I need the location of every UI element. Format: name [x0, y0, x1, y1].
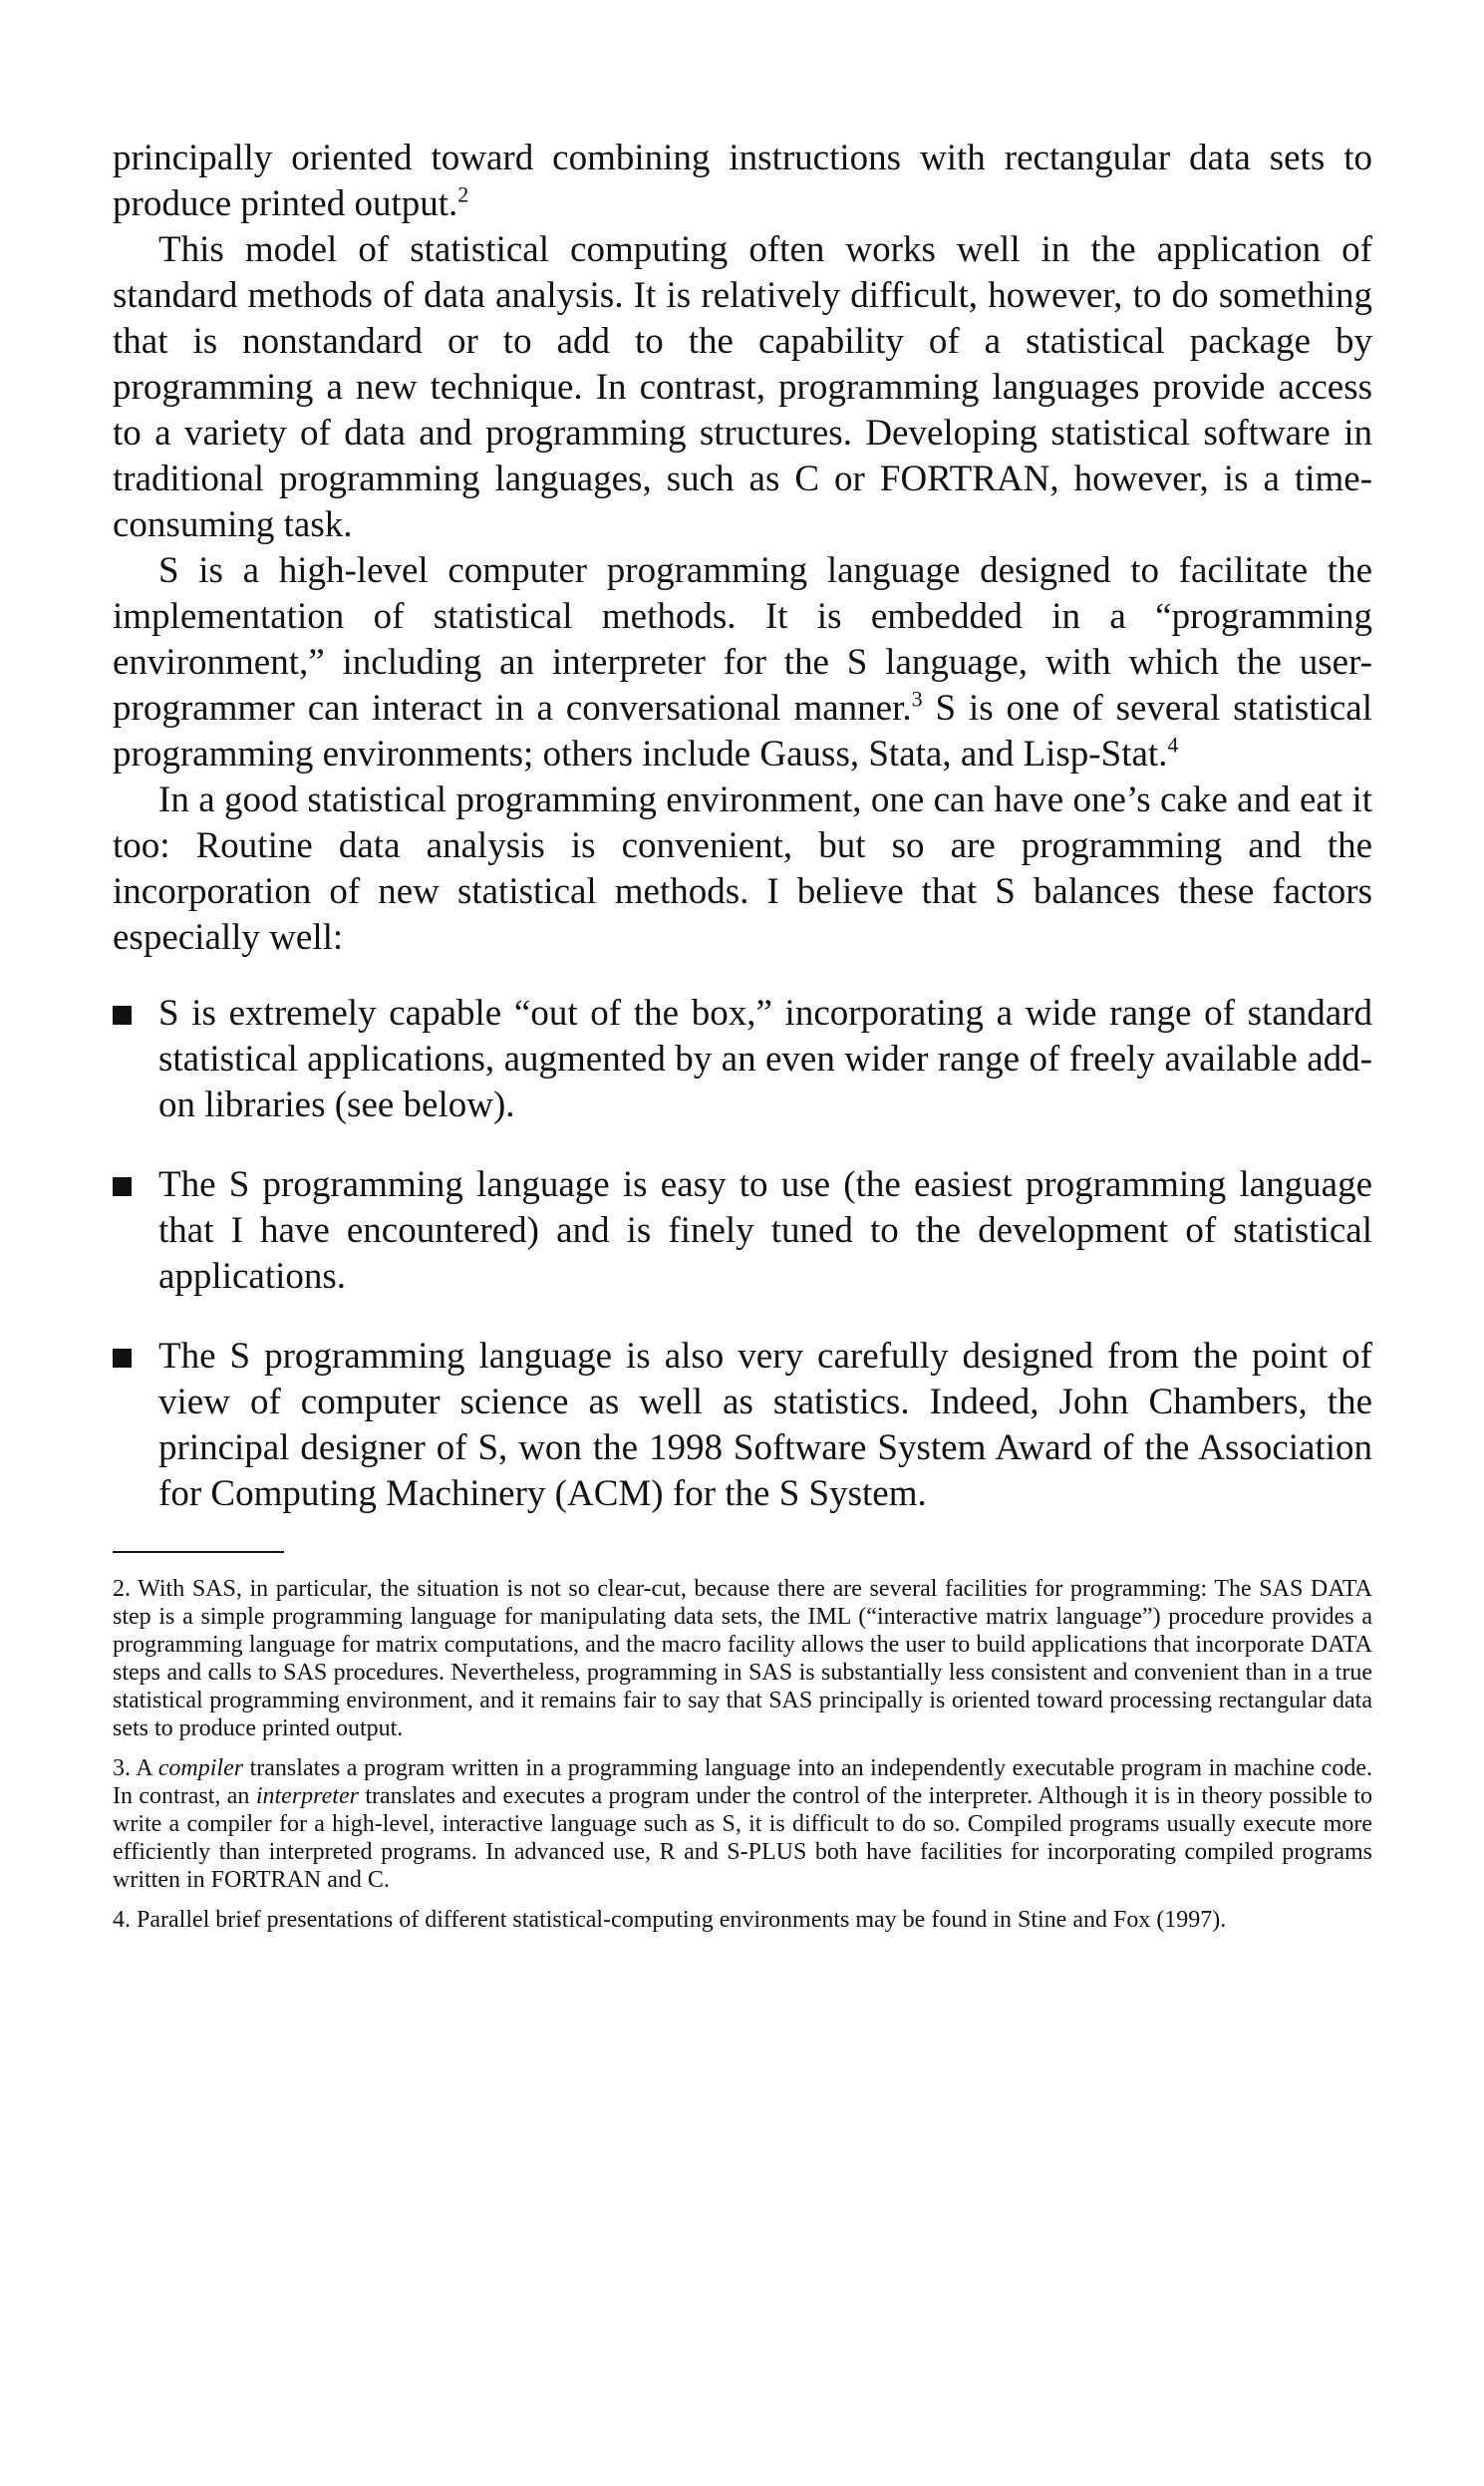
paragraph-4: [113, 777, 1372, 961]
paragraph-4-text: In a good statistical programming environment, one can have one’s cake and eat it too: Routine data analysis is convenient, but so are programming and the incorporation of new statistical methods. I believe that S balances these factors especially well:: [113, 779, 1372, 958]
bullet-text: The S programming language is easy to use (the easiest programming language that I have encountered) and is finely tuned to the development of statistical applications.: [158, 1164, 1372, 1297]
square-bullet-icon: [113, 1349, 132, 1368]
square-bullet-icon: [113, 1177, 132, 1196]
paragraph-3-text-b: S is one of several statistical programming environments; others include Gauss, Stata, and Lisp-Stat.: [113, 688, 1373, 775]
paragraph-2-text: This model of statistical computing often works well in the application of standard methods of data analysis. It is relatively difficult, however, to do something that is nonstandard or to add to the capability of a statistical package by programming a new technique. In contrast, programming languages provide access to a variety of data and programming structures. Developing statistical software in traditional programming languages, such as C or FORTRAN, however, is a time-consuming task.: [113, 229, 1372, 545]
square-bullet-icon: [113, 1006, 132, 1025]
footnote-2: [113, 1575, 1372, 1742]
paragraph-1-text: principally oriented toward combining instructions with rectangular data sets to produce printed output.: [113, 138, 1372, 224]
footnote-3-pre: 3. A: [113, 1755, 158, 1781]
bullet-item: [113, 991, 1372, 1128]
footnote-divider: [113, 1551, 284, 1553]
bullet-list: [113, 991, 1372, 1517]
footnote-3-term-compiler: compiler: [157, 1755, 244, 1781]
bullet-item: [113, 1334, 1372, 1517]
footnote-4: [113, 1906, 1372, 1934]
paragraph-3-text-a: S is a high-level computer programming language designed to facilitate the implementation of statistical methods. It is embedded in a “programming environment,” including an interpreter for the S language, with which the user-programmer can interact in a conversational manner.: [113, 550, 1372, 729]
paragraph-1: [113, 136, 1372, 227]
paragraph-2: [113, 227, 1372, 548]
footnote-3-mid: translates a program written in a programming language into an independently executable program in machine code. In contrast, an: [113, 1755, 1372, 1809]
footnote-ref-2[interactable]: 2: [457, 181, 469, 207]
footnote-3-post: translates and executes a program under the control of the interpreter. Although it is in theory possible to write a compiler for a high-level, interactive language such as S, it is difficult to do so. Compiled programs usually execute more efficiently than interpreted programs. In advanced use, R and S-PLUS both have facilities for incorporating compiled programs written in FORTRAN and C.: [113, 1783, 1372, 1893]
footnote-ref-3[interactable]: 3: [911, 686, 923, 712]
footnote-ref-4[interactable]: 4: [1167, 732, 1179, 758]
footnote-2-text: 2. With SAS, in particular, the situation is not so clear-cut, because there are several facilities for programming: The SAS DATA step is a simple programming language for manipulating data sets, the IML (“interactive matrix language”) procedure provides a programming language for matrix computations, and the macro facility allows the user to build applications that incorporate DATA steps and calls to SAS procedures. Nevertheless, programming in SAS is substantially less consistent and convenient than in a true statistical programming environment, and it remains fair to say that SAS principally is oriented toward processing rectangular data sets to produce printed output.: [113, 1576, 1372, 1741]
bullet-text: S is extremely capable “out of the box,” incorporating a wide range of standard statistical applications, augmented by an even wider range of freely available add-on libraries (see below).: [158, 993, 1372, 1125]
footnote-4-text: 4. Parallel brief presentations of different statistical-computing environments may be found in Stine and Fox (1997).: [113, 1907, 1227, 1933]
footnote-3-term-interpreter: interpreter: [255, 1783, 359, 1809]
book-page: [113, 136, 1372, 1946]
paragraph-3: [113, 548, 1372, 777]
footnote-3: [113, 1754, 1372, 1894]
footnotes: [113, 1575, 1372, 1934]
bullet-text: The S programming language is also very carefully designed from the point of view of computer science as well as statistics. Indeed, John Chambers, the principal designer of S, won the 1998 Software System Award of the Association for Computing Machinery (ACM) for the S System.: [158, 1336, 1372, 1514]
bullet-item: [113, 1162, 1372, 1300]
